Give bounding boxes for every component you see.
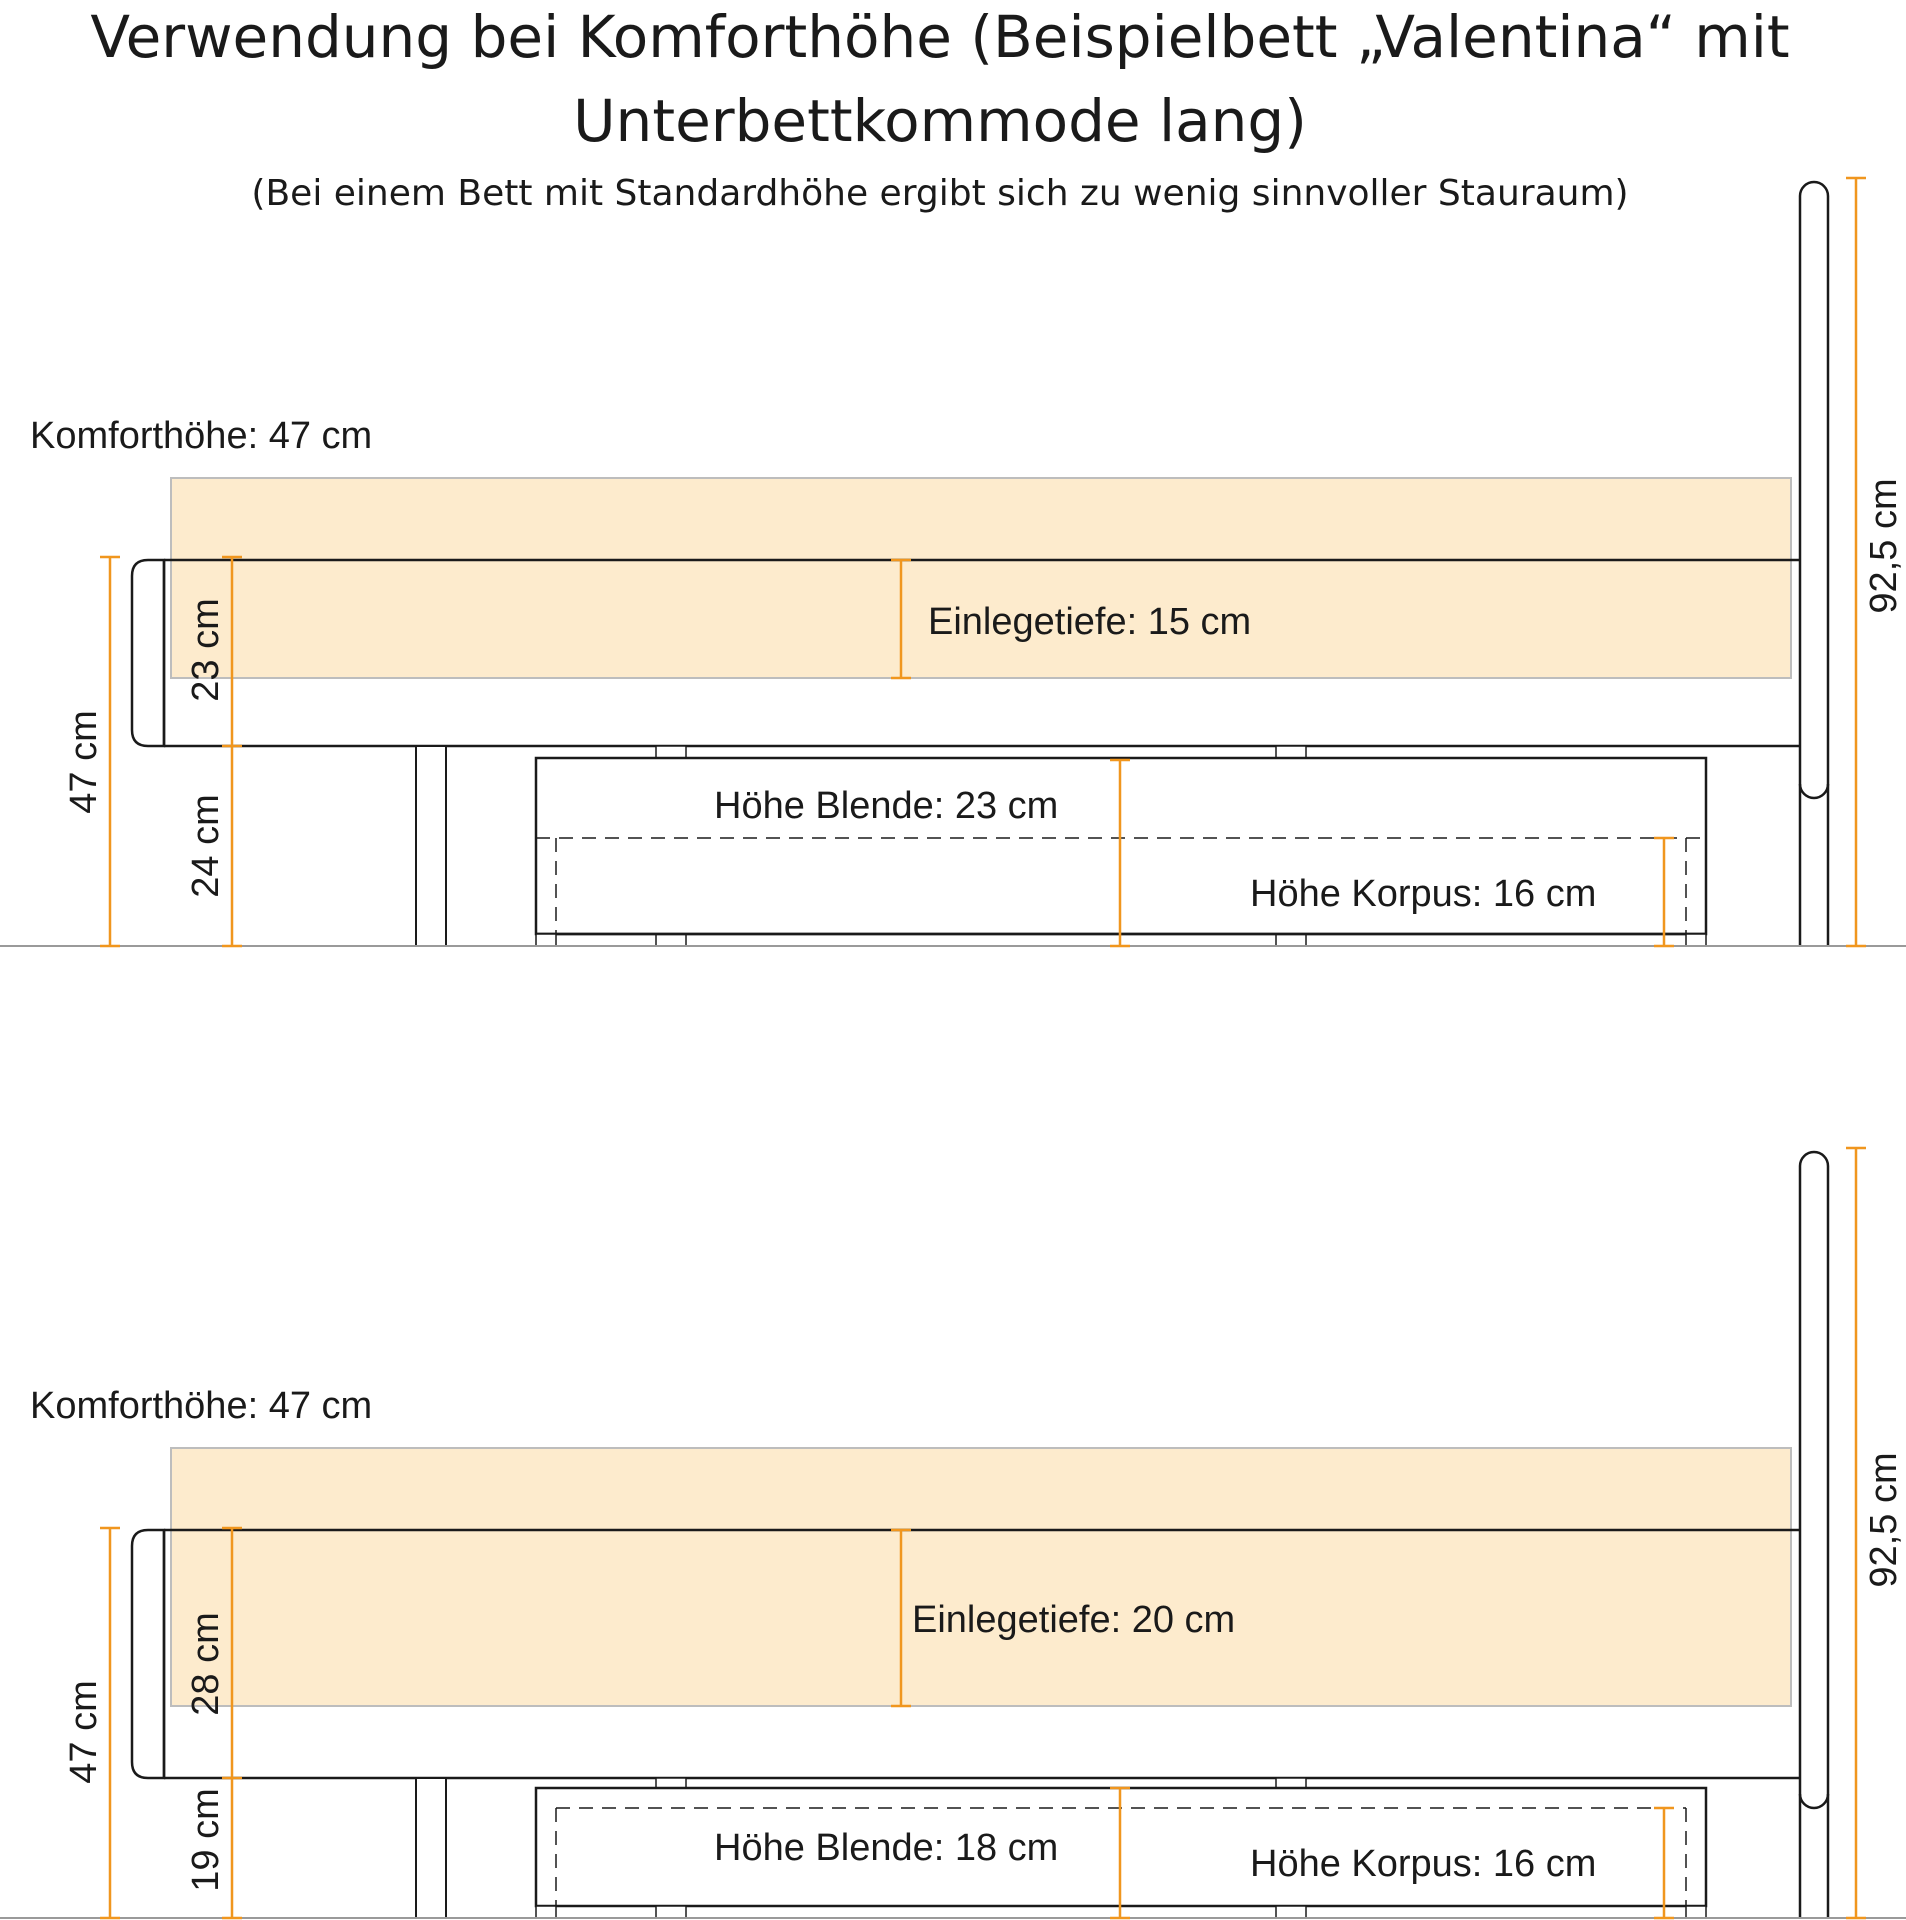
korpus-label: Höhe Korpus: 16 cm	[1250, 873, 1597, 915]
mattress	[171, 1448, 1791, 1706]
einlegetiefe-label: Einlegetiefe: 20 cm	[912, 1599, 1236, 1641]
einlegetiefe-label: Einlegetiefe: 15 cm	[928, 601, 1252, 643]
dim-clearance-label: 24 cm	[185, 794, 227, 898]
footboard	[132, 560, 164, 746]
comfort-height-label: Komforthöhe: 47 cm	[30, 1385, 373, 1427]
subtitle: (Bei einem Bett mit Standardhöhe ergibt sich zu wenig sinnvoller Stauraum)	[251, 173, 1629, 214]
footboard	[132, 1530, 164, 1778]
title-line-2: Unterbettkommode lang)	[573, 87, 1307, 155]
korpus-label: Höhe Korpus: 16 cm	[1250, 1843, 1597, 1885]
dim-clearance-label: 19 cm	[185, 1788, 227, 1892]
dim-total-label: 47 cm	[63, 710, 105, 814]
blende-label: Höhe Blende: 23 cm	[714, 785, 1059, 827]
bed-diagram-1	[0, 173, 1906, 946]
headboard-height-label: 92,5 cm	[1863, 1452, 1905, 1588]
dim-frame-label: 23 cm	[185, 598, 227, 702]
bed-leg	[416, 746, 446, 946]
bed-diagram-2	[0, 1148, 1906, 1918]
blende-label: Höhe Blende: 18 cm	[714, 1827, 1059, 1869]
comfort-height-label: Komforthöhe: 47 cm	[30, 415, 373, 457]
bed-leg	[416, 1778, 446, 1918]
dim-total-label: 47 cm	[63, 1680, 105, 1784]
mattress	[171, 478, 1791, 678]
dim-frame-label: 28 cm	[185, 1612, 227, 1716]
headboard-post	[1800, 182, 1828, 946]
headboard-height-label: 92,5 cm	[1863, 478, 1905, 614]
title-line-1: Verwendung bei Komforthöhe (Beispielbett „Valentina“ mit	[90, 3, 1790, 71]
